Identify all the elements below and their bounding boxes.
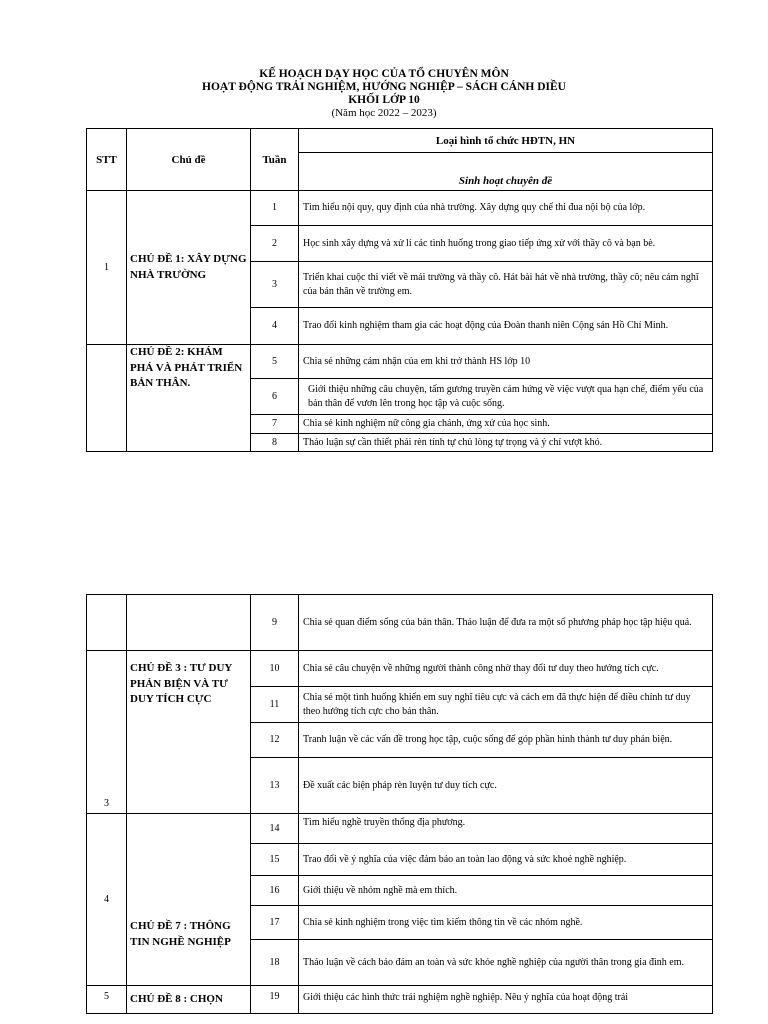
activity-cell: Thảo luận về cách bảo đảm an toàn và sức khỏe nghề nghiệp của người thân trong gia đình em.: [299, 940, 713, 986]
activity-cell: Giới thiệu những câu chuyện, tấm gương truyền cảm hứng về việc vượt qua hạn chế, điểm yếu của bản thân để vươn lên trong học tập và cuộc sống.: [299, 379, 713, 415]
activity-cell: Trao đổi kinh nghiệm tham gia các hoạt động của Đoàn thanh niên Cộng sản Hồ Chí Minh.: [299, 308, 713, 345]
topic-cell: CHỦ ĐỀ 7 : THÔNG TIN NGHỀ NGHIỆP: [127, 814, 251, 986]
plan-table-page1: [86, 128, 713, 452]
week-cell: 9: [251, 595, 299, 651]
activity-cell: Chia sẻ kinh nghiệm nữ công gia chánh, ứng xử của học sinh.: [299, 415, 713, 434]
activity-cell: Tìm hiểu nội quy, quy định của nhà trường. Xây dựng quy chế thi đua nội bộ của lớp.: [299, 191, 713, 226]
col-header-stt: STT: [87, 129, 127, 191]
activity-cell: Đề xuất các biện pháp rèn luyện tư duy tích cực.: [299, 758, 713, 814]
week-cell: 5: [251, 345, 299, 379]
col-header-org-type: Loại hình tổ chức HĐTN, HN: [299, 129, 713, 153]
header-grade: KHỐI LỚP 10: [348, 94, 420, 106]
stt-cell: 5: [87, 986, 127, 1014]
col-header-topic: Chủ đề: [127, 129, 251, 191]
week-cell: 17: [251, 906, 299, 940]
week-cell: 15: [251, 844, 299, 876]
topic-cell: CHỦ ĐỀ 2: KHÁM PHÁ VÀ PHÁT TRIỂN BẢN THÂN.: [127, 345, 251, 452]
week-cell: 11: [251, 687, 299, 723]
week-cell: 1: [251, 191, 299, 226]
header-school-year: (Năm học 2022 – 2023): [331, 107, 437, 119]
week-cell: 18: [251, 940, 299, 986]
activity-cell: Giới thiệu các hình thức trải nghiệm nghề nghiệp. Nêu ý nghĩa của hoạt động trải: [299, 986, 713, 1014]
week-cell: 19: [251, 986, 299, 1014]
stt-cell: [87, 345, 127, 452]
col-header-activity-type: Sinh hoạt chuyên đề: [299, 153, 713, 191]
week-cell: 4: [251, 308, 299, 345]
activity-cell: Chia sẻ một tình huống khiến em suy nghĩ tiêu cực và cách em đã thực hiện để điều chỉnh tư duy theo hướng tích cực cho bản thân.: [299, 687, 713, 723]
stt-cell: 1: [87, 191, 127, 345]
week-cell: 7: [251, 415, 299, 434]
activity-cell: Học sinh xây dựng và xử lí các tình huống trong giao tiếp ứng xử với thầy cô và bạn bè.: [299, 226, 713, 262]
activity-cell: Chia sẻ kinh nghiệm trong việc tìm kiếm thông tin về các nhóm nghề.: [299, 906, 713, 940]
topic-cell: CHỦ ĐỀ 8 : CHỌN: [127, 986, 251, 1014]
week-cell: 14: [251, 814, 299, 844]
activity-cell: Triển khai cuộc thi viết về mái trường và thầy cô. Hát bài hát về nhà trường, thầy cô; nêu cảm nghĩ của bản thân về trường em.: [299, 262, 713, 308]
plan-table-page2: [86, 594, 713, 1014]
activity-cell: Tìm hiểu nghề truyền thống địa phương.: [299, 814, 713, 844]
topic-cell: CHỦ ĐỀ 1: XÂY DỰNG NHÀ TRƯỜNG: [127, 191, 251, 345]
document-header: [0, 68, 768, 120]
activity-cell: Chia sẻ câu chuyện về những người thành công nhờ thay đổi tư duy theo hướng tích cực.: [299, 651, 713, 687]
activity-cell: Chia sẻ quan điểm sống của bản thân. Thảo luận để đưa ra một số phương pháp học tập hiệu quả.: [299, 595, 713, 651]
stt-cell: 3: [87, 651, 127, 814]
activity-cell: Chia sẻ những cảm nhận của em khi trở thành HS lớp 10: [299, 345, 713, 379]
activity-cell: Tranh luận về các vấn đề trong học tập, cuộc sống để góp phần hình thành tư duy phản biện.: [299, 723, 713, 758]
activity-cell: Trao đổi về ý nghĩa của việc đảm bảo an toàn lao động và sức khoẻ nghề nghiệp.: [299, 844, 713, 876]
col-header-week: Tuần: [251, 129, 299, 191]
week-cell: 6: [251, 379, 299, 415]
week-cell: 3: [251, 262, 299, 308]
activity-cell: Thảo luận sự cần thiết phải rèn tính tự chủ lòng tự trọng và ý chí vượt khó.: [299, 434, 713, 452]
week-cell: 13: [251, 758, 299, 814]
week-cell: 8: [251, 434, 299, 452]
week-cell: 2: [251, 226, 299, 262]
header-subject: HOẠT ĐỘNG TRẢI NGHIỆM, HƯỚNG NGHIỆP – SÁCH CÁNH DIỀU: [202, 81, 566, 93]
activity-cell: Giới thiệu về nhóm nghề mà em thích.: [299, 876, 713, 906]
topic-cell: CHỦ ĐỀ 3 : TƯ DUY PHẢN BIỆN VÀ TƯ DUY TÍCH CỰC: [127, 651, 251, 814]
week-cell: 10: [251, 651, 299, 687]
week-cell: 12: [251, 723, 299, 758]
stt-cell: 4: [87, 814, 127, 986]
topic-cell: [127, 595, 251, 651]
stt-cell: [87, 595, 127, 651]
header-title: KẾ HOẠCH DẠY HỌC CỦA TỔ CHUYÊN MÔN: [259, 68, 509, 80]
week-cell: 16: [251, 876, 299, 906]
